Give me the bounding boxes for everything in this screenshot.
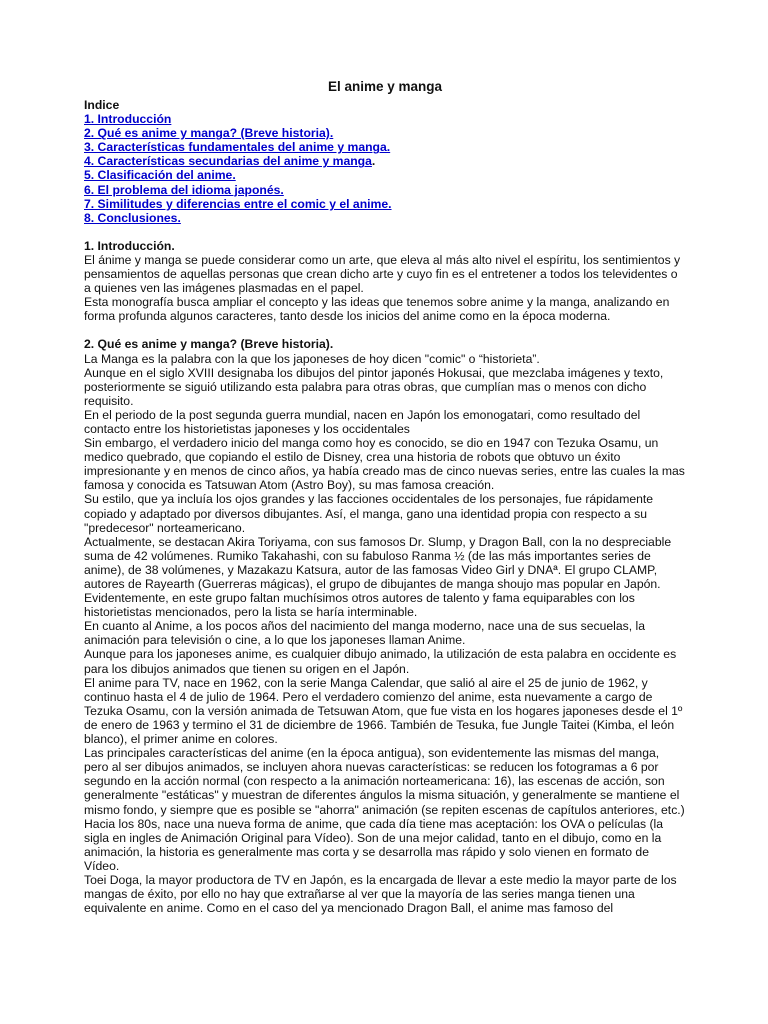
toc-link-conclusiones[interactable]: 8. Conclusiones. <box>84 210 181 225</box>
document-page <box>84 78 686 915</box>
section2-paragraph: Actualmente, se destacan Akira Toriyama, con sus famosos Dr. Slump, y Dragon Ball, con la no despreciable suma de 42 volúmenes. Rumiko Takahashi, con su fabuloso Ranma ½ (de las más importantes series de anime), de 38 volúmenes, y Mazakazu Katsura, autor de las famosas Video Girl y DNAª. El grupo CLAMP, autores de Rayearth (Guerreras mágicas), el grupo de dibujantes de manga shoujo mas popular en Japón. Evidentemente, en este grupo faltan muchísimos otros autores de talento y fama equiparables con los historietistas mencionados, pero la lista se haría interminable. <box>84 534 672 620</box>
section2-paragraph: Las principales características del anime (en la época antigua), son evidentemente las mismas del manga, pero al ser dibujos animados, se incluyen ahora nuevas características: se reducen los fotogramas a 6 por segundo en la acción normal (con respecto a la animación norteamericana: 16), las escenas de acción, son generalmente "estáticas" y muestran de diferentes ángulos la misma situación, y generalmente se mantiene el mismo fondo, y siempre que es posible se "ahorra" animación (se repiten escenas de capítulos anteriores, etc.) <box>84 746 685 817</box>
section2-paragraph: El anime para TV, nace en 1962, con la serie Manga Calendar, que salió al aire el 25 de junio de 1962, y continuo hasta el 4 de julio de 1964. Pero el verdadero comienzo del anime, esta nuevamente a cargo de Tezuka Osamu, con la versión animada de Tetsuwan Atom, que fue vista en los hogares japoneses desde el 1º de enero de 1963 y termino el 31 de diciembre de 1966. También de Tesuka, fue Jungle Taitei (Kimba, el león blanco), el primer anime en colores. <box>84 675 683 747</box>
document-title: El anime y manga <box>327 79 443 94</box>
toc-item4-period: . <box>371 154 376 169</box>
section1-paragraph: Esta monografía busca ampliar el concepto y las ideas que tenemos sobre anime y la manga, analizando en forma profunda algunos caracteres, tanto desde los inicios del anime como en la época moderna. <box>84 295 670 324</box>
section2-paragraph: En cuanto al Anime, a los pocos años del nacimiento del manga moderno, nace una de sus secuelas, la animación para televisión o cine, a lo que los japoneses llaman Anime. <box>84 619 645 648</box>
toc-link-clasificacion[interactable]: 5. Clasificación del anime. <box>84 168 236 183</box>
section2-paragraph: La Manga es la palabra con la que los japoneses de hoy dicen "comic" o “historieta”. <box>84 351 540 366</box>
toc-link-idioma-japones[interactable]: 6. El problema del idioma japonés. <box>84 182 284 197</box>
section2-paragraph: Hacia los 80s, nace una nueva forma de anime, que cada día tiene mas aceptación: los OVA o películas (la sigla en ingles de Animación Original para Vídeo). Son de una mejor calidad, tanto en el dibujo, como en la animación, la historia es generalmente mas corta y se desarrolla mas rápido y solo vienen en formato de Vídeo. <box>84 816 664 873</box>
section2-paragraph: Aunque para los japoneses anime, es cualquier dibujo animado, la utilización de esta palabra en occidente es para los dibujos animados que tienen su origen en el Japón. <box>84 647 677 676</box>
spacer <box>84 225 686 239</box>
section1-heading: 1. Introducción. <box>84 238 175 253</box>
section2-paragraph: Sin embargo, el verdadero inicio del manga como hoy es conocido, se dio en 1947 con Tezuka Osamu, un medico quebrado, que copiando el estilo de Disney, crea una historia de robots que obtuvo un éxito impresionante y en menos de cinco años, ya había creado mas de cinco nuevas series, entre las cuales la mas famosa y conocida es Tatsuwan Atom (Astro Boy), su mas famosa creación. <box>84 436 685 493</box>
table-of-contents <box>84 112 686 225</box>
section2-paragraph: Toei Doga, la mayor productora de TV en Japón, es la encargada de llevar a este medio la mayor parte de los mangas de éxito, por ello no hay que extrañarse al ver que la mayoría de las series manga tienen una equivalente en anime. Como en el caso del ya mencionado Dragon Ball, el anime mas famoso del <box>84 872 677 916</box>
toc-link-introduccion[interactable]: 1. Introducción <box>84 112 172 127</box>
section2-paragraph: Aunque en el siglo XVIII designaba los dibujos del pintor japonés Hokusai, que mezclaba imágenes y texto, posteriormente se siguió utilizando esta palabra para otras obras, que cumplían mas o menos con dicho requisito. <box>84 365 664 408</box>
toc-link-similitudes[interactable]: 7. Similitudes y diferencias entre el comic y el anime. <box>84 196 392 211</box>
section1-paragraph: El ánime y manga se puede considerar como un arte, que eleva al más alto nivel el espíritu, los sentimientos y pensamientos de aquellas personas que crean dicho arte y cuyo fin es el entretener a todos los televidentes o a quienes ven las imágenes plasmadas en el papel. <box>84 252 681 296</box>
section2-heading: 2. Qué es anime y manga? (Breve historia). <box>84 337 334 352</box>
section2-paragraph: Su estilo, que ya incluía los ojos grandes y las facciones occidentales de los personajes, fue rápidamente copiado y adaptado por diversos dibujantes. Así, el manga, gano una identidad propia con respecto a su "predecesor" norteamericano. <box>84 492 654 535</box>
index-heading: Indice <box>84 98 120 112</box>
toc-link-caracteristicas-fundamentales[interactable]: 3. Características fundamentales del anime y manga. <box>84 140 391 155</box>
toc-link-caracteristicas-secundarias[interactable]: 4. Características secundarias del anime y manga <box>84 154 372 169</box>
toc-link-que-es-anime[interactable]: 2. Qué es anime y manga? (Breve historia). <box>84 126 334 141</box>
section2-paragraph: En el periodo de la post segunda guerra mundial, nacen en Japón los emonogatari, como resultado del contacto entre los historietistas japoneses y los occidentales <box>84 407 641 436</box>
spacer <box>84 323 686 337</box>
